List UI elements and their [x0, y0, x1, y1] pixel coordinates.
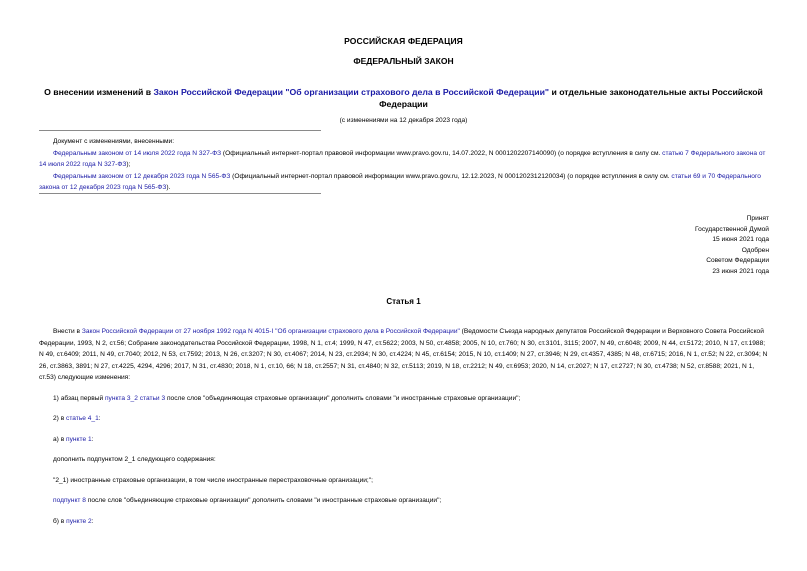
intro-law-link[interactable]: Закон Российской Федерации от 27 ноября 1992 года N 4015-I "Об организации страхового дела в Российской Федерации"	[81, 328, 460, 335]
paragraph-link[interactable]: подпункт 8	[53, 497, 86, 504]
paragraph-6	[39, 495, 769, 507]
change-item	[39, 171, 769, 194]
bottom-divider	[39, 193, 321, 194]
paragraph-text: 1) абзац первый	[53, 394, 105, 402]
title-law-link[interactable]: Закон Российской Федерации "Об организации страхового дела в Российской Федерации"	[153, 87, 550, 97]
paragraph-text: :	[91, 517, 94, 525]
paragraph-text: :	[98, 415, 101, 422]
change-law-link[interactable]: Федеральным законом от 14 июля 2022 года N 327-ФЗ	[53, 149, 222, 157]
change-law-link[interactable]: Федеральным законом от 12 декабря 2023 года N 565-ФЗ	[53, 172, 231, 180]
change-item-text: (Официальный интернет-портал правовой информации www.pravo.gov.ru, 12.12.2023, N 0001202312120034) (о порядке вступления в силу см.	[230, 172, 672, 180]
paragraph-3	[39, 434, 769, 446]
amendment-date-note: (с изменениями на 12 декабря 2023 года)	[339, 117, 468, 124]
article-intro	[39, 326, 769, 384]
article-heading: Статья 1	[386, 297, 421, 306]
change-item-tail: ).	[166, 184, 171, 191]
change-item-tail: );	[126, 161, 131, 168]
paragraph-7	[39, 516, 769, 528]
paragraph-1	[39, 393, 769, 405]
paragraph-text: после слов "объединяющие страховые организации" дополнить словами "и иностранные страховые организации";	[85, 497, 442, 504]
paragraph-link[interactable]: пункте 2	[66, 517, 92, 525]
change-article-link[interactable]: статьи 69 и 70 Федерального закона от 12 декабря 2023 года N 565-ФЗ	[39, 172, 761, 191]
adoption-block	[695, 214, 769, 278]
paragraph-text: а) в	[53, 435, 67, 443]
paragraph-link[interactable]: статье 4_1	[66, 415, 99, 422]
paragraph-2	[39, 413, 769, 425]
paragraph-link[interactable]: пункте 1	[66, 435, 92, 443]
adoption-line: 15 июня 2021 года	[712, 236, 769, 244]
change-item-text: (Официальный интернет-портал правовой информации www.pravo.gov.ru, 14.07.2022, N 0001202207140090) (о порядке вступления в силу см.	[221, 149, 663, 157]
document-title	[0, 86, 807, 110]
paragraph-link[interactable]: пункта 3_2 статьи 3	[104, 394, 166, 402]
change-item	[39, 148, 769, 171]
paragraph-4: дополнить подпунктом 2_1 следующего содержания:	[53, 456, 216, 463]
title-text-end: и отдельные законодательные акты Российской Федерации	[379, 87, 763, 109]
adoption-line: Одобрен	[741, 246, 769, 254]
adoption-line: Советом Федерации	[706, 257, 769, 265]
change-article-link[interactable]: статью 7 Федерального закона от 14 июля 2022 года N 327-ФЗ	[39, 149, 766, 168]
intro-text: (Ведомости Съезда народных депутатов Российской Федерации и Верховного Совета Российской Федерации, 1993, N 2, ст.56; Собрание законодательства Российской Федерации, 1998, N 1, ст.4; 1999, N 47, ст.5622; 2003, N 50, ст.4858; 2005, N 10, ст.760; N 30, ст.3101, 3115; 2007, N 49, ст.6048; 2009, N 44, ст.5172; 2010, N 17, ст.1988; N 49, ст.6409; 2011, N 49, ст.7040; 2012, N 53, ст.7592; 2013, N 26, ст.3207; N 30, ст.4067; 2014, N 23, ст.2934; N 30, ст.4224; N 45, ст.6154; 2015, N 10, ст.1409; N 27, ст.3946; N 29, ст.4357, 4385; N 48, ст.6715; 2016, N 1, ст.52; N 22, ст.3094; N 26, ст.3863, 3891; N 27, ст.4225, 4294, 4296; 2017, N 31, ст.4830; 2018, N 1, ст.10, 66; N 18, ст.2557; N 31, ст.4840; N 32, ст.5113; 2019, N 18, ст.2212; N 49, ст.6953; 2020, N 14, ст.2027; N 17, ст.2727; N 30, ст.4738; N 52, ст.8588; 2021, N 1, ст.53) следующие изменения:	[39, 328, 768, 381]
paragraph-text: :	[91, 435, 94, 443]
adoption-line: Принят	[746, 215, 769, 222]
top-divider	[39, 130, 321, 131]
changes-heading: Документ с изменениями, внесенными:	[53, 138, 175, 145]
paragraph-text: 2) в	[53, 415, 67, 422]
article-body	[39, 326, 769, 527]
paragraph-text: б) в	[53, 517, 67, 525]
document-type-heading: ФЕДЕРАЛЬНЫЙ ЗАКОН	[353, 56, 454, 66]
title-text-start: О внесении изменений в	[44, 87, 154, 97]
adoption-line: 23 июня 2021 года	[712, 267, 769, 275]
changes-block	[39, 136, 769, 194]
adoption-line: Государственной Думой	[695, 225, 769, 233]
intro-text-start: Внести в	[53, 328, 82, 335]
paragraph-text: после слов "объединяющая страховые организации" дополнить словами "и иностранные страховые организации";	[165, 394, 521, 402]
country-heading: РОССИЙСКАЯ ФЕДЕРАЦИЯ	[344, 36, 463, 46]
paragraph-5: "2_1) иностранные страховые организации, в том числе иностранные перестраховочные организации;";	[53, 476, 373, 484]
